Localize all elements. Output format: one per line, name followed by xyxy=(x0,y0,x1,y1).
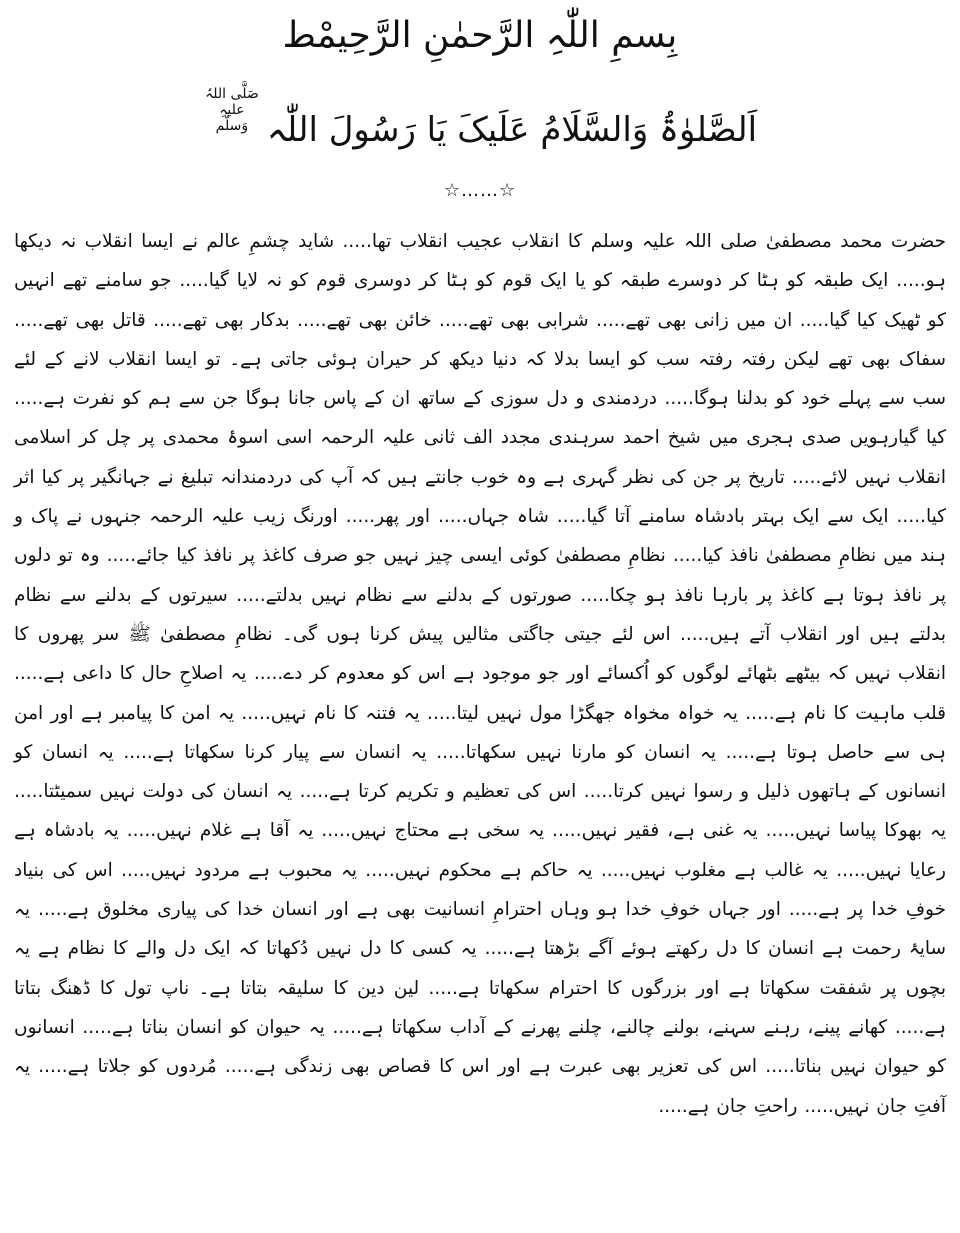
salutation-heading: اَلصَّلوٰۃُ وَالسَّلَامُ عَلَیکَ یَا رَسُولَ اللّٰہ xyxy=(266,110,758,150)
article-paragraph: حضرت محمد مصطفیٰ صلی اللہ علیہ وسلم کا انقلاب عجیب انقلاب تھا..... شاید چشمِ عالم نے ایسا انقلاب نہ دیکھا ہو..... ایک طبقہ کو ہٹا کر دوسرے طبقہ کو یا ایک قوم کو ہٹا کر دوسری قوم کو نہ لایا گیا..... جو سامنے تھے انہیں کو ٹھیک کیا گیا..... ان میں زانی بھی تھے..... شرابی بھی تھے..... خائن بھی تھے..... بدکار بھی تھے..... قاتل بھی تھے..... سفاک بھی تھے لیکن رفتہ رفتہ سب کو ایسا بدلا کہ دنیا دیکھ کر حیران ہوئی جاتی ہے۔ تو ایسا انقلاب لانے کے لئے سب سے پہلے خود کو بدلنا ہوگا..... دردمندی و دل سوزی کے ساتھ ان کے پاس جانا ہوگا جن سے ہم کو نفرت ہے..... کیا گیارہویں صدی ہجری میں شیخ احمد سرہندی مجدد الف ثانی علیہ الرحمہ اسی اسوۂ محمدی پر چل کر اسلامی انقلاب نہیں لائے..... تاریخ پر جن کی نظر گہری ہے وہ خوب جانتے ہیں کہ آپ کی دردمندانہ تبلیغ نے جہانگیر پر کیا اثر کیا..... ایک سے ایک بہتر بادشاہ سامنے آتا گیا..... شاہ جہاں..... اور پھر..... اورنگ زیب علیہ الرحمہ جنہوں نے پاک و ہند میں نظامِ مصطفیٰ نافذ کیا..... نظامِ مصطفیٰ کوئی ایسی چیز نہیں جو صرف کاغذ پر نافذ کیا جائے..... وہ تو دلوں پر نافذ ہوتا ہے کاغذ پر بارہا نافذ ہو چکا..... صورتوں کے بدلنے سے نظام نہیں بدلتے..... سیرتوں کے بدلنے سے نظام بدلتے ہیں اور انقلاب آتے ہیں..... اس لئے جیتی جاگتی مثالیں پیش کرنا ہوں گی۔ نظامِ مصطفیٰ ﷺ سر پھروں کا انقلاب نہیں کہ بیٹھے بٹھائے لوگوں کو اُکسائے اور جو موجود ہے اس کو معدوم کر دے..... یہ اصلاحِ حال کا داعی ہے..... قلب ماہیت کا نام ہے..... یہ خواہ مخواہ جھگڑا مول نہیں لیتا..... یہ فتنہ کا نام نہیں..... یہ امن کا پیامبر ہے اور امن ہی سے حاصل ہوتا ہے..... یہ انسان کو مارنا نہیں سکھاتا..... یہ انسان سے پیار کرنا سکھاتا ہے..... یہ انسان کو انسانوں کے ہاتھوں ذلیل و رسوا نہیں کرتا..... اس کی تعظیم و تکریم کرتا ہے..... یہ انسان کی دولت نہیں سمیٹتا..... یہ بھوکا پیاسا نہیں..... یہ غنی ہے، فقیر نہیں..... یہ سخی ہے محتاج نہیں..... یہ آقا ہے غلام نہیں..... یہ بادشاہ ہے رعایا نہیں..... یہ غالب ہے مغلوب نہیں..... یہ حاکم ہے محکوم نہیں..... یہ محبوب ہے مردود نہیں..... اس کی بنیاد خوفِ خدا پر ہے..... اور جہاں خوفِ خدا ہو وہاں احترامِ انسانیت بھی ہے اور انسان خدا کی پیاری مخلوق ہے..... یہ سایۂ رحمت ہے انسان کا دل رکھتے ہوئے آگے بڑھتا ہے..... یہ کسی کا دل نہیں دُکھاتا کہ ایک دل والے کا نظام ہے یہ بچوں پر شفقت سکھاتا ہے اور بزرگوں کا احترام سکھاتا ہے..... لین دین کا سلیقہ بتاتا ہے۔ ناپ تول کا ڈھنگ بتاتا ہے..... کھانے پینے، رہنے سہنے، بولنے چالنے، چلنے پھرنے کے آداب سکھاتا ہے..... یہ حیوان کو انسان بناتا ہے..... انسانوں کو حیوان نہیں بناتا..... اس کی تعزیر بھی عبرت ہے اور اس کا قصاص بھی زندگی ہے..... مُردوں کو جلاتا ہے..... یہ آفتِ جان نہیں..... راحتِ جان ہے..... xyxy=(14,231,946,1117)
star-separator: ☆……☆ xyxy=(443,180,517,201)
salutation-row xyxy=(0,86,960,160)
bismillah-heading: بِسمِ اللّٰہِ الرَّحمٰنِ الرَّحِیمْط xyxy=(282,15,678,56)
honorific-mark: صَلَّی اللہُ علیہِ وَسلَّم xyxy=(205,86,259,134)
